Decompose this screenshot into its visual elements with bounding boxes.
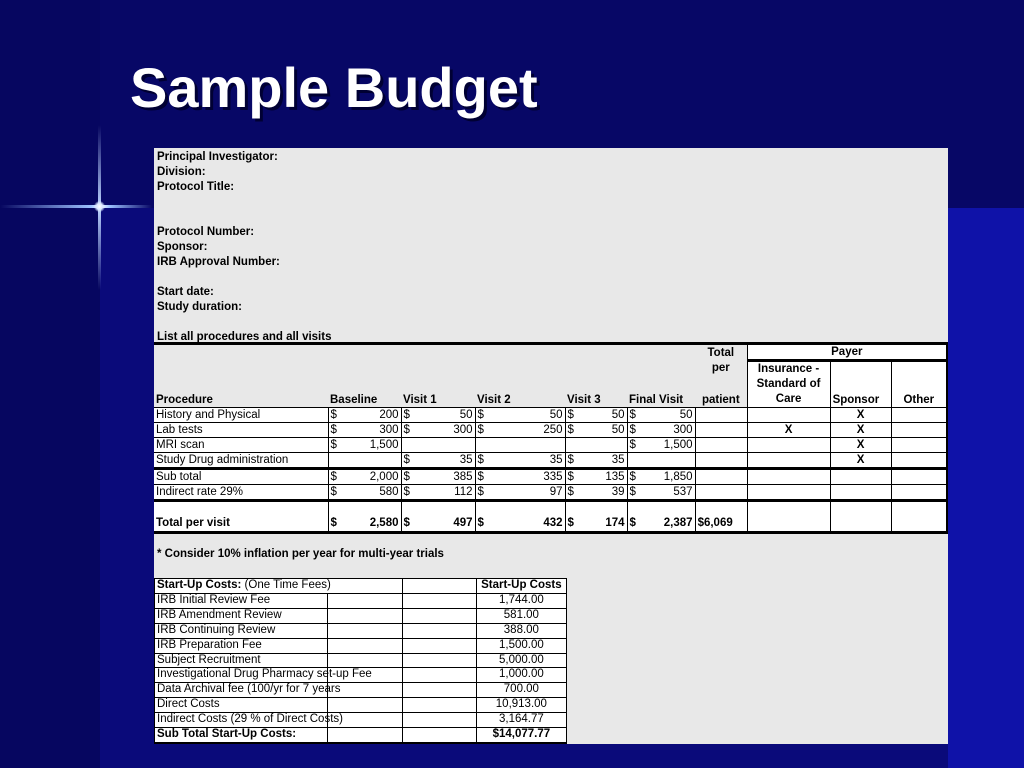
total-header-line2: per — [711, 361, 730, 374]
subtotal-visit3: 135 — [605, 471, 625, 483]
protocol-title-label: Protocol Title: — [157, 181, 235, 193]
total-per-patient: 6,069 — [703, 517, 733, 529]
startup-cost-value: 1,000.00 — [476, 668, 566, 683]
startup-cost-label: Indirect Costs (29 % of Direct Costs) — [155, 713, 328, 728]
indirect-visit1: 112 — [454, 486, 473, 498]
indirect-row: Indirect rate 29% $ 580 $ 112 $ 97 $ 39 $ 537 — [154, 485, 947, 501]
startup-cost-row — [155, 668, 567, 683]
sponsor-header: Sponsor — [830, 361, 891, 408]
startup-cost-value: 581.00 — [476, 608, 566, 623]
subtotal-final: 1,850 — [663, 471, 693, 483]
payer-other-mark — [891, 423, 947, 438]
procedure-cost: 50 — [611, 409, 625, 421]
study-duration-label: Study duration: — [157, 301, 242, 313]
payer-sponsor-mark: X — [830, 453, 891, 469]
procedure-cost: 1,500 — [663, 439, 693, 451]
payer-other-mark — [891, 453, 947, 469]
procedure-cost: 250 — [543, 424, 563, 436]
startup-col-header: Start-Up Costs — [476, 579, 566, 594]
procedure-name: Lab tests — [154, 423, 328, 438]
procedures-table — [154, 342, 948, 534]
startup-cost-label: Investigational Drug Pharmacy set-up Fee — [155, 668, 328, 683]
procedure-cost: 200 — [379, 409, 399, 421]
subtotal-baseline: 2,000 — [369, 471, 399, 483]
procedure-row: Lab tests $ 300 $ 300 $ 250 $ 50 $ 300 X X — [154, 423, 947, 438]
indirect-label: Indirect rate 29% — [154, 485, 328, 501]
startup-cost-value: 1,744.00 — [476, 593, 566, 608]
indirect-baseline: 580 — [379, 486, 399, 498]
total-final: 2,387 — [663, 517, 693, 529]
background-left-panel — [0, 0, 100, 768]
startup-cost-value: 388.00 — [476, 623, 566, 638]
startup-cost-label: IRB Initial Review Fee — [155, 593, 328, 608]
total-baseline: 2,580 — [369, 517, 399, 529]
total-header-line1: Total — [707, 346, 735, 359]
subtotal-visit2: 335 — [543, 471, 563, 483]
procedure-cost: 50 — [611, 424, 625, 436]
payer-insurance-mark — [747, 453, 830, 469]
procedure-header: Procedure — [156, 394, 213, 406]
background-right-panel — [948, 208, 1024, 768]
startup-cost-label: IRB Amendment Review — [155, 608, 328, 623]
payer-other-mark — [891, 438, 947, 453]
total-header-line3: patient — [701, 394, 740, 406]
procedure-cost: 300 — [453, 424, 473, 436]
protocol-number-label: Protocol Number: — [157, 226, 255, 238]
indirect-visit2: 97 — [549, 486, 563, 498]
irb-approval-label: IRB Approval Number: — [157, 256, 280, 268]
startup-subtotal-value: $14,077.77 — [476, 728, 566, 743]
procedure-row: History and Physical $ 200 $ 50 $ 50 $ 50 $ 50 X — [154, 408, 947, 423]
total-per-visit-row: Total per visit $ 2,580 $ 497 $ 432 $ 174 $ 2,387 $6,069 — [154, 501, 947, 533]
study-info-block — [157, 150, 331, 345]
visit3-header: Visit 3 — [567, 394, 601, 406]
subtotal-label: Sub total — [154, 469, 328, 485]
slide-title: Sample Budget — [130, 56, 538, 119]
procedure-cost: 50 — [459, 409, 473, 421]
final-visit-header: Final Visit — [629, 394, 684, 406]
division-label: Division: — [157, 166, 206, 178]
startup-subtotal-label: Sub Total Start-Up Costs: — [155, 728, 328, 743]
startup-cost-label: IRB Continuing Review — [155, 623, 328, 638]
insurance-header: Insurance - Standard of Care — [747, 361, 830, 408]
baseline-header: Baseline — [330, 394, 378, 406]
startup-cost-value: 700.00 — [476, 683, 566, 698]
startup-cost-row — [155, 698, 567, 713]
procedure-cost: 50 — [549, 409, 563, 421]
startup-header: Start-Up Costs: (One Time Fees) — [155, 579, 403, 594]
pi-label: Principal Investigator: — [157, 151, 278, 163]
payer-sponsor-mark: X — [830, 408, 891, 423]
procedure-row: MRI scan $ 1,500 $ 1,500 X — [154, 438, 947, 453]
startup-cost-row — [155, 623, 567, 638]
total-visit2: 432 — [543, 517, 563, 529]
startup-cost-value: 1,500.00 — [476, 638, 566, 653]
procedure-row: Study Drug administration $ 35 $ 35 $ 35 X — [154, 453, 947, 469]
visit2-header: Visit 2 — [477, 394, 511, 406]
payer-header: Payer — [747, 344, 947, 361]
payer-other-mark — [891, 408, 947, 423]
sparkle-icon — [94, 201, 105, 212]
startup-cost-row — [155, 713, 567, 728]
startup-costs-table — [154, 578, 567, 744]
total-visit1: 497 — [453, 517, 473, 529]
payer-insurance-mark: X — [747, 423, 830, 438]
other-header: Other — [891, 361, 947, 408]
payer-sponsor-mark: X — [830, 438, 891, 453]
procedure-cost: 35 — [611, 454, 625, 466]
startup-cost-value: 5,000.00 — [476, 653, 566, 668]
procedure-cost: 50 — [679, 409, 693, 421]
startup-cost-label: Subject Recruitment — [155, 653, 328, 668]
subtotal-visit1: 385 — [453, 471, 473, 483]
procedure-name: Study Drug administration — [154, 453, 328, 469]
startup-cost-row — [155, 608, 567, 623]
payer-insurance-mark — [747, 438, 830, 453]
startup-cost-row — [155, 683, 567, 698]
procedure-cost: 1,500 — [369, 439, 399, 451]
procedure-cost: 35 — [459, 454, 473, 466]
startup-cost-row — [155, 638, 567, 653]
budget-spreadsheet — [154, 148, 948, 744]
procedure-cost: 35 — [549, 454, 563, 466]
procedure-cost: 300 — [673, 424, 693, 436]
procedure-name: MRI scan — [154, 438, 328, 453]
indirect-final: 537 — [673, 486, 693, 498]
startup-cost-value: 10,913.00 — [476, 698, 566, 713]
start-date-label: Start date: — [157, 286, 214, 298]
startup-cost-row — [155, 593, 567, 608]
startup-cost-row — [155, 653, 567, 668]
startup-cost-value: 3,164.77 — [476, 713, 566, 728]
startup-cost-label: Direct Costs — [155, 698, 328, 713]
subtotal-row: Sub total $ 2,000 $ 385 $ 335 $ 135 $ 1,850 — [154, 469, 947, 485]
sponsor-label: Sponsor: — [157, 241, 208, 253]
payer-sponsor-mark: X — [830, 423, 891, 438]
procedure-cost: 300 — [379, 424, 399, 436]
visit1-header: Visit 1 — [403, 394, 437, 406]
payer-insurance-mark — [747, 408, 830, 423]
procedure-name: History and Physical — [154, 408, 328, 423]
indirect-visit3: 39 — [611, 486, 625, 498]
total-per-visit-label: Total per visit — [154, 501, 328, 533]
startup-cost-label: Data Archival fee (100/yr for 7 years — [155, 683, 328, 698]
startup-cost-label: IRB Preparation Fee — [155, 638, 328, 653]
instruction-label: List all procedures and all visits — [157, 331, 332, 343]
inflation-note: * Consider 10% inflation per year for multi-year trials — [157, 548, 444, 560]
total-visit3: 174 — [605, 517, 625, 529]
sparkle-horizontal-ray — [0, 205, 152, 208]
